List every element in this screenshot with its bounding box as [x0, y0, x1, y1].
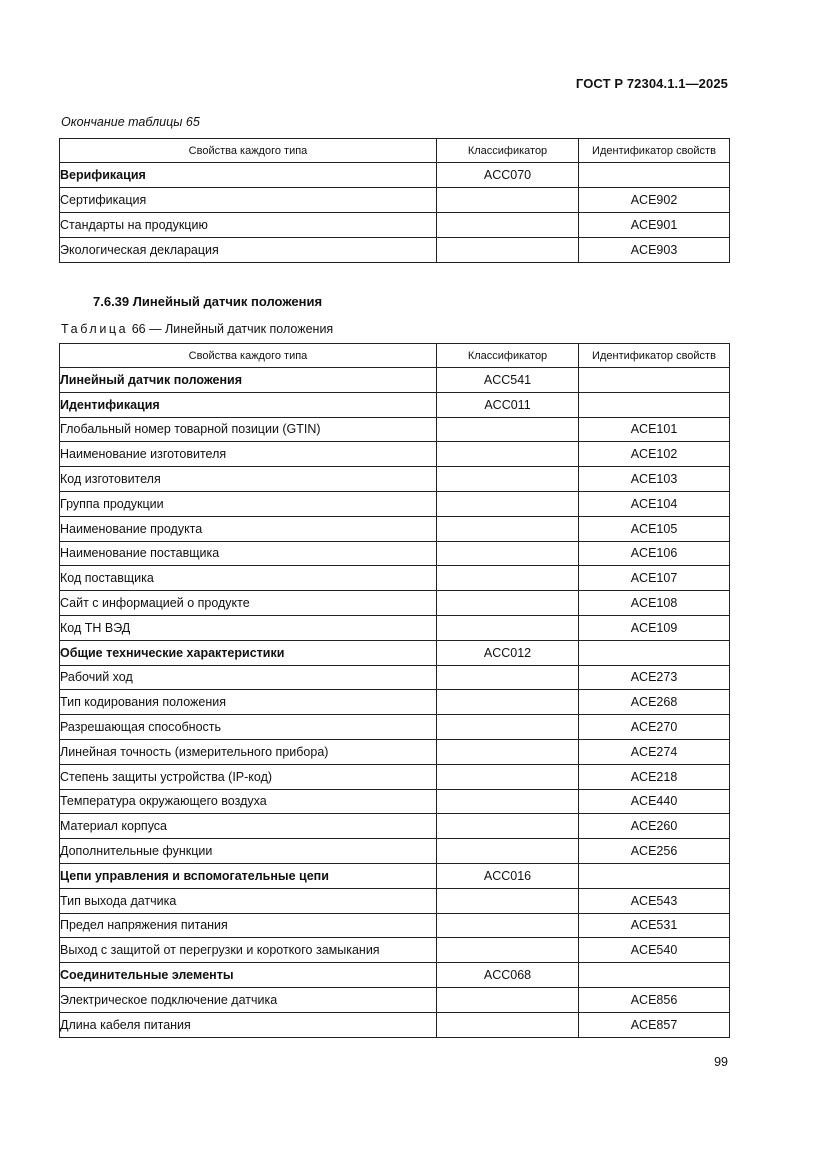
property-id-cell: ACE256: [579, 839, 730, 864]
property-name-cell: Тип кодирования положения: [60, 690, 437, 715]
section-heading: 7.6.39 Линейный датчик положения: [93, 294, 323, 309]
property-id-cell: [579, 640, 730, 665]
property-id-cell: [579, 863, 730, 888]
table-row: [60, 814, 730, 839]
property-name-cell: Длина кабеля питания: [60, 1012, 437, 1037]
table-row: [60, 715, 730, 740]
table-row: [60, 566, 730, 591]
table-row: [60, 417, 730, 442]
table-row: [60, 839, 730, 864]
property-name-cell: Код поставщика: [60, 566, 437, 591]
property-id-cell: ACE260: [579, 814, 730, 839]
classifier-cell: [437, 417, 579, 442]
property-id-cell: ACE902: [579, 187, 730, 212]
classifier-cell: ACC012: [437, 640, 579, 665]
property-name-cell: Выход с защитой от перегрузки и короткого замыкания: [60, 938, 437, 963]
property-name-cell: Степень защиты устройства (IP-код): [60, 764, 437, 789]
classifier-cell: [437, 467, 579, 492]
property-id-cell: ACE107: [579, 566, 730, 591]
table-row: [60, 789, 730, 814]
property-id-cell: ACE270: [579, 715, 730, 740]
classifier-cell: [437, 491, 579, 516]
table-65: [59, 138, 730, 263]
property-name-cell: Код ТН ВЭД: [60, 615, 437, 640]
table-row: [60, 913, 730, 938]
property-id-cell: ACE543: [579, 888, 730, 913]
classifier-cell: ACC068: [437, 963, 579, 988]
classifier-cell: [437, 442, 579, 467]
table-row: [60, 640, 730, 665]
property-id-cell: ACE109: [579, 615, 730, 640]
table-row: [60, 963, 730, 988]
page-number: 99: [714, 1055, 728, 1069]
table-row: [60, 516, 730, 541]
classifier-cell: [437, 541, 579, 566]
property-name-cell: Материал корпуса: [60, 814, 437, 839]
property-name-cell: Сайт с информацией о продукте: [60, 591, 437, 616]
property-id-cell: ACE106: [579, 541, 730, 566]
table-header-row: [60, 344, 730, 368]
property-name-cell: Температура окружающего воздуха: [60, 789, 437, 814]
table-row: [60, 615, 730, 640]
table-66-caption-text: 66 — Линейный датчик положения: [128, 322, 334, 336]
classifier-cell: ACC016: [437, 863, 579, 888]
property-name-cell: Верификация: [60, 163, 437, 188]
classifier-cell: [437, 187, 579, 212]
table-65-body: [60, 163, 730, 263]
classifier-cell: [437, 913, 579, 938]
property-name-cell: Линейная точность (измерительного прибора): [60, 739, 437, 764]
property-name-cell: Группа продукции: [60, 491, 437, 516]
property-id-cell: ACE274: [579, 739, 730, 764]
property-id-cell: ACE268: [579, 690, 730, 715]
column-header-classifier: Классификатор: [437, 139, 579, 163]
table-66-caption: [61, 322, 333, 336]
table-row: [60, 665, 730, 690]
property-id-cell: ACE440: [579, 789, 730, 814]
classifier-cell: [437, 715, 579, 740]
table-row: [60, 591, 730, 616]
property-name-cell: Общие технические характеристики: [60, 640, 437, 665]
classifier-cell: [437, 789, 579, 814]
classifier-cell: [437, 814, 579, 839]
property-name-cell: Цепи управления и вспомогательные цепи: [60, 863, 437, 888]
document-code: ГОСТ Р 72304.1.1—2025: [575, 76, 728, 91]
classifier-cell: [437, 566, 579, 591]
table-row: [60, 1012, 730, 1037]
property-id-cell: ACE903: [579, 237, 730, 262]
property-id-cell: ACE857: [579, 1012, 730, 1037]
table-row: [60, 764, 730, 789]
property-id-cell: ACE108: [579, 591, 730, 616]
table-row: [60, 368, 730, 393]
classifier-cell: [437, 665, 579, 690]
classifier-cell: ACC011: [437, 392, 579, 417]
property-id-cell: ACE102: [579, 442, 730, 467]
classifier-cell: [437, 516, 579, 541]
table-row: [60, 237, 730, 262]
property-name-cell: Тип выхода датчика: [60, 888, 437, 913]
column-header-property-id: Идентификатор свойств: [579, 139, 730, 163]
table-row: [60, 212, 730, 237]
property-name-cell: Рабочий ход: [60, 665, 437, 690]
classifier-cell: [437, 212, 579, 237]
column-header-property-id: Идентификатор свойств: [579, 344, 730, 368]
property-name-cell: Дополнительные функции: [60, 839, 437, 864]
property-name-cell: Линейный датчик положения: [60, 368, 437, 393]
table-row: [60, 392, 730, 417]
table-row: [60, 987, 730, 1012]
property-name-cell: Разрешающая способность: [60, 715, 437, 740]
classifier-cell: [437, 987, 579, 1012]
classifier-cell: ACC541: [437, 368, 579, 393]
property-id-cell: ACE531: [579, 913, 730, 938]
property-id-cell: [579, 963, 730, 988]
column-header-properties: Свойства каждого типа: [60, 344, 437, 368]
property-id-cell: ACE103: [579, 467, 730, 492]
property-name-cell: Стандарты на продукцию: [60, 212, 437, 237]
table-66-body: [60, 368, 730, 1038]
table-row: [60, 467, 730, 492]
column-header-properties: Свойства каждого типа: [60, 139, 437, 163]
property-id-cell: ACE540: [579, 938, 730, 963]
classifier-cell: [437, 690, 579, 715]
table-row: [60, 690, 730, 715]
table-row: [60, 491, 730, 516]
classifier-cell: [437, 764, 579, 789]
classifier-cell: [437, 888, 579, 913]
property-id-cell: ACE101: [579, 417, 730, 442]
property-id-cell: ACE105: [579, 516, 730, 541]
table-66-caption-label: Таблица: [61, 322, 129, 336]
property-id-cell: ACE104: [579, 491, 730, 516]
property-name-cell: Наименование продукта: [60, 516, 437, 541]
property-id-cell: ACE901: [579, 212, 730, 237]
property-name-cell: Электрическое подключение датчика: [60, 987, 437, 1012]
property-name-cell: Наименование изготовителя: [60, 442, 437, 467]
classifier-cell: [437, 938, 579, 963]
property-id-cell: [579, 392, 730, 417]
classifier-cell: [437, 739, 579, 764]
table-row: [60, 442, 730, 467]
table-row: [60, 739, 730, 764]
column-header-classifier: Классификатор: [437, 344, 579, 368]
table-row: [60, 863, 730, 888]
table-row: [60, 163, 730, 188]
table-row: [60, 888, 730, 913]
property-name-cell: Соединительные элементы: [60, 963, 437, 988]
table-66: [59, 343, 730, 1038]
property-id-cell: ACE218: [579, 764, 730, 789]
property-name-cell: Глобальный номер товарной позиции (GTIN): [60, 417, 437, 442]
property-id-cell: [579, 368, 730, 393]
property-name-cell: Наименование поставщика: [60, 541, 437, 566]
table-row: [60, 938, 730, 963]
property-id-cell: ACE856: [579, 987, 730, 1012]
property-id-cell: ACE273: [579, 665, 730, 690]
property-name-cell: Предел напряжения питания: [60, 913, 437, 938]
table-65-caption: Окончание таблицы 65: [61, 115, 200, 129]
classifier-cell: [437, 237, 579, 262]
property-name-cell: Сертификация: [60, 187, 437, 212]
classifier-cell: ACC070: [437, 163, 579, 188]
classifier-cell: [437, 839, 579, 864]
property-id-cell: [579, 163, 730, 188]
table-row: [60, 187, 730, 212]
property-name-cell: Экологическая декларация: [60, 237, 437, 262]
classifier-cell: [437, 1012, 579, 1037]
classifier-cell: [437, 615, 579, 640]
property-name-cell: Идентификация: [60, 392, 437, 417]
table-row: [60, 541, 730, 566]
classifier-cell: [437, 591, 579, 616]
table-header-row: [60, 139, 730, 163]
property-name-cell: Код изготовителя: [60, 467, 437, 492]
